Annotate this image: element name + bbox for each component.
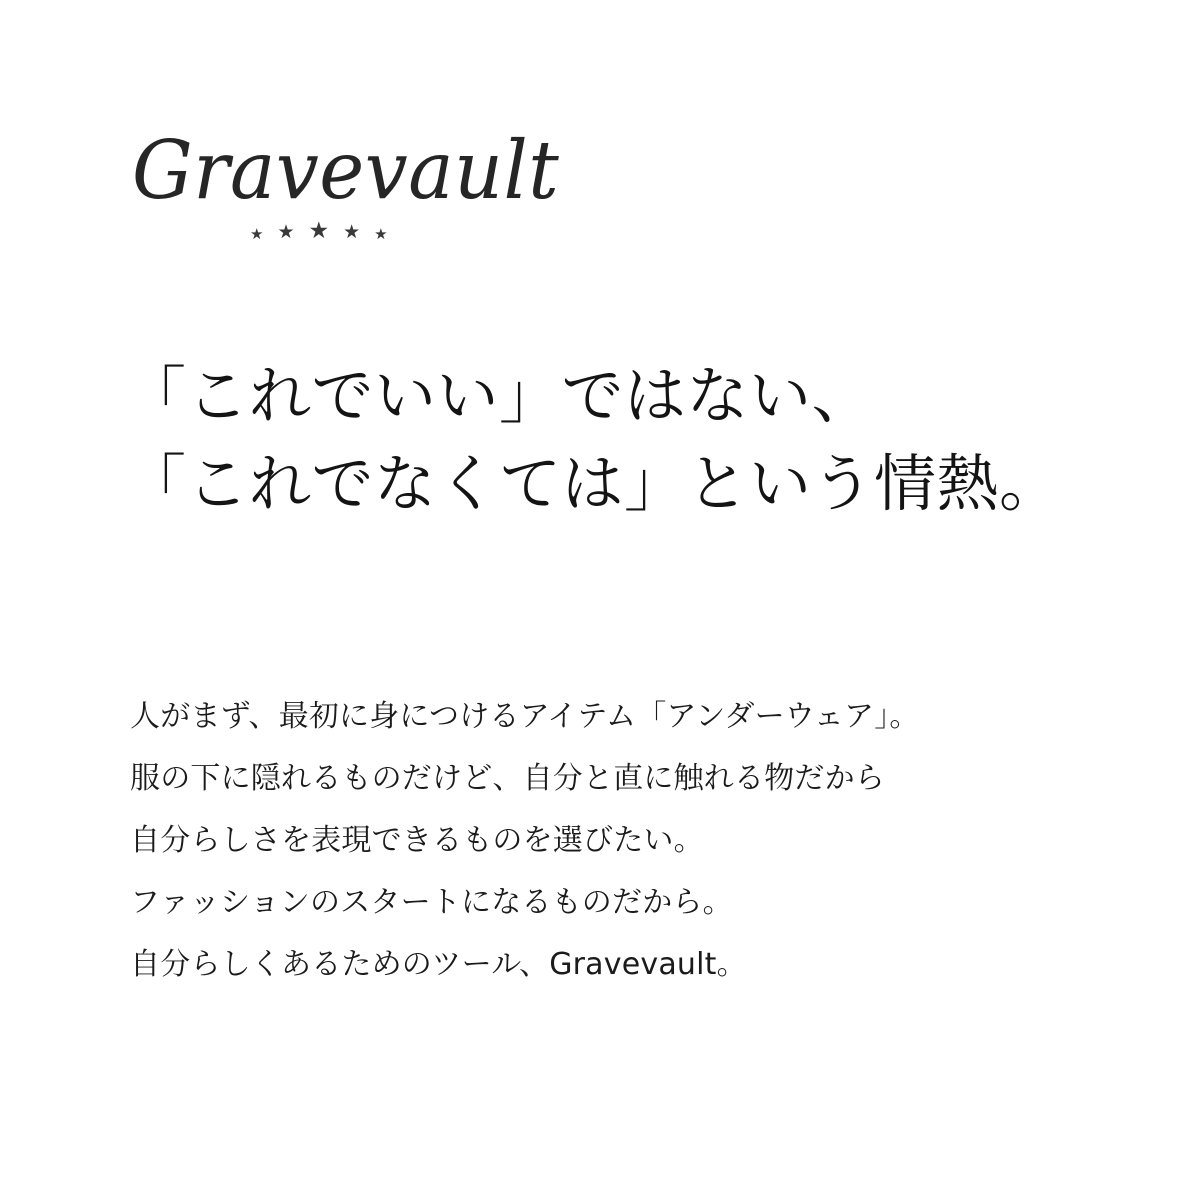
headline [124,352,1134,528]
star-icon: ★ [308,216,330,243]
brand-wordmark: Gravevault [132,122,560,218]
headline-line-1: 「これでいい」ではない、 [124,359,875,432]
body-line-3: 自分らしさを表現できるものを選びたい。 [130,823,704,859]
brand-logo [132,122,652,243]
star-icon: ★ [343,221,361,243]
body-line-5: 自分らしくあるためのツール、Gravevault。 [130,947,747,983]
brand-star-rating [250,216,652,242]
body-copy [130,686,1130,996]
body-line-4: ファッションのスタートになるものだから。 [130,885,733,921]
body-line-1: 人がまず、最初に身につけるアイテム「アンダーウェア」。 [130,699,920,734]
star-icon: ★ [374,225,388,243]
body-line-2: 服の下に隠れるものだけど、自分と直に触れる物だから [130,761,885,797]
star-icon: ★ [250,225,264,243]
star-icon: ★ [277,221,295,243]
headline-line-2: 「これでなくては」という情熱。 [124,447,1062,521]
